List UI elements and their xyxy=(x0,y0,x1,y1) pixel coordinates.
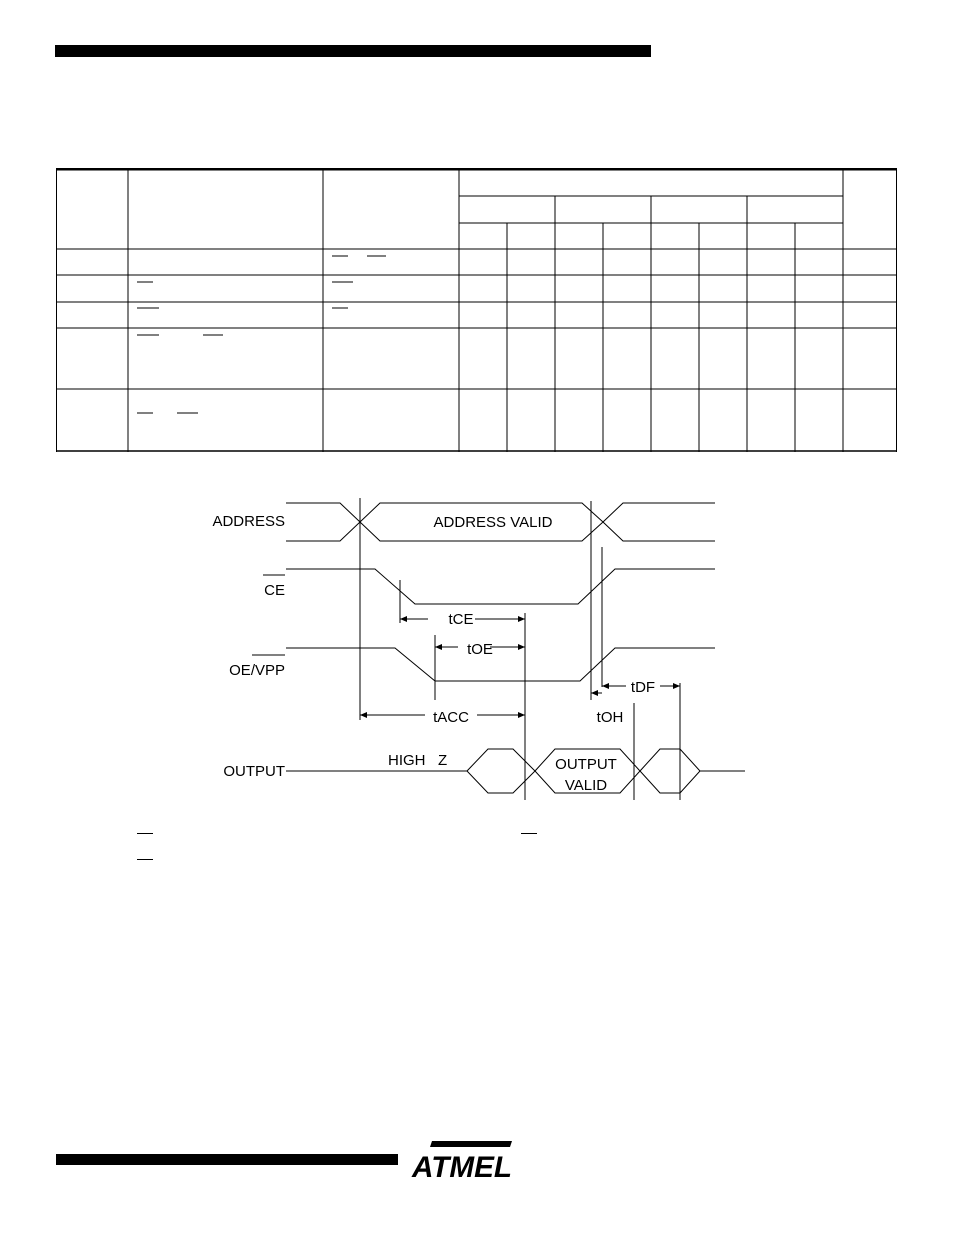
output-valid-label-line2: VALID xyxy=(564,777,608,794)
footer-rule xyxy=(56,1154,398,1165)
output-valid-label-line1: OUTPUT xyxy=(555,756,617,773)
signal-label-address: ADDRESS xyxy=(212,513,285,530)
toh-label: tOH xyxy=(596,709,624,726)
tce-label: tCE xyxy=(448,611,474,628)
high-z-label: HIGH Z xyxy=(388,752,448,769)
header-rule xyxy=(55,45,651,57)
toe-label: tOE xyxy=(467,641,493,658)
signal-label-output: OUTPUT xyxy=(223,763,285,780)
ce-waveform xyxy=(286,569,715,604)
tdf-label: tDF xyxy=(630,679,656,696)
ac-characteristics-table xyxy=(56,168,897,452)
signal-label-oe-vpp: OE/VPP xyxy=(229,662,285,679)
tacc-label: tACC xyxy=(433,709,469,726)
address-valid-label: ADDRESS VALID xyxy=(433,514,553,531)
output-waveform xyxy=(286,749,745,793)
logo-wordmark: ATMEL xyxy=(411,1151,512,1183)
note-overline xyxy=(521,833,537,834)
atmel-logo xyxy=(410,1137,514,1183)
read-timing-diagram xyxy=(190,495,760,805)
signal-label-ce: CE xyxy=(264,582,285,599)
note-overline xyxy=(137,859,153,860)
oe-vpp-waveform xyxy=(286,648,715,681)
note-overline xyxy=(137,833,153,834)
